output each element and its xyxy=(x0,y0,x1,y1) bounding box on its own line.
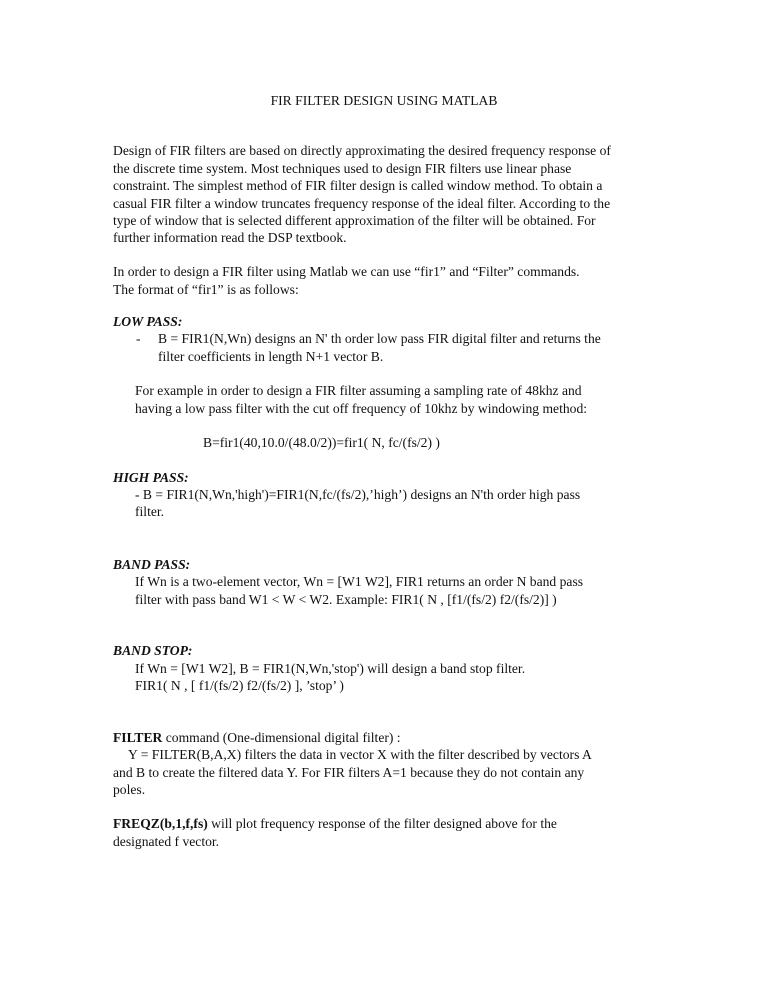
intro-line-4: casual FIR filter a window truncates frequency response of the ideal filter. According to the xyxy=(113,196,611,211)
band-pass-line-1: If Wn is a two-element vector, Wn = [W1 W2], FIR1 returns an order N band pass xyxy=(135,574,584,589)
filter-keyword: FILTER xyxy=(113,730,163,745)
band-pass-line-2: filter with pass band W1 < W < W2. Example: FIR1( N , [f1/(fs/2) f2/(fs/2)] ) xyxy=(135,592,557,607)
low-pass-bullet: - xyxy=(136,331,141,346)
band-stop-line-1: If Wn = [W1 W2], B = FIR1(N,Wn,'stop') will design a band stop filter. xyxy=(135,661,526,676)
freqz-line-1 xyxy=(113,815,557,833)
filter-command-heading xyxy=(113,729,401,747)
filter-line-1: Y = FILTER(B,A,X) filters the data in vector X with the filter described by vectors A xyxy=(128,747,592,762)
low-pass-formula: B=fir1(40,10.0/(48.0/2))=fir1( N, fc/(fs/2) ) xyxy=(203,435,440,450)
band-stop-heading: BAND STOP: xyxy=(113,643,193,658)
band-stop-line-2: FIR1( N , [ f1/(fs/2) f2/(fs/2) ], ’stop’ ) xyxy=(135,678,344,693)
low-pass-example-line-2: having a low pass filter with the cut off frequency of 10khz by windowing method: xyxy=(135,401,588,416)
intro-line-6: further information read the DSP textbook. xyxy=(113,230,347,245)
intro-line-2: the discrete time system. Most techniques used to design FIR filters use linear phase xyxy=(113,161,572,176)
document-title: FIR FILTER DESIGN USING MATLAB xyxy=(270,93,498,108)
intro-line-5: type of window that is selected different approximation of the filter will be obtained. For xyxy=(113,213,596,228)
freqz-line-2: designated f vector. xyxy=(113,834,220,849)
usage-line-2: The format of “fir1” is as follows: xyxy=(113,282,299,297)
freqz-rest: will plot frequency response of the filter designed above for the xyxy=(207,816,557,831)
low-pass-line-1: B = FIR1(N,Wn) designs an N' th order low pass FIR digital filter and returns the xyxy=(158,331,601,346)
low-pass-example-line-1: For example in order to design a FIR filter assuming a sampling rate of 48khz and xyxy=(135,383,582,398)
high-pass-heading: HIGH PASS: xyxy=(113,470,189,485)
intro-line-3: constraint. The simplest method of FIR filter design is called window method. To obtain a xyxy=(113,178,603,193)
low-pass-heading: LOW PASS: xyxy=(113,314,183,329)
filter-heading-rest: command (One-dimensional digital filter) : xyxy=(162,730,401,745)
filter-line-2: and B to create the filtered data Y. For FIR filters A=1 because they do not contain any xyxy=(113,765,585,780)
low-pass-line-2: filter coefficients in length N+1 vector B. xyxy=(158,349,384,364)
band-pass-heading: BAND PASS: xyxy=(113,557,191,572)
high-pass-line-2: filter. xyxy=(135,504,165,519)
filter-line-3: poles. xyxy=(113,782,146,797)
freqz-keyword: FREQZ(b,1,f,fs) xyxy=(113,816,208,831)
usage-line-1: In order to design a FIR filter using Matlab we can use “fir1” and “Filter” commands. xyxy=(113,264,580,279)
high-pass-line-1: - B = FIR1(N,Wn,'high')=FIR1(N,fc/(fs/2),’high’) designs an N'th order high pass xyxy=(135,487,581,502)
intro-line-1: Design of FIR filters are based on directly approximating the desired frequency response of xyxy=(113,143,611,158)
